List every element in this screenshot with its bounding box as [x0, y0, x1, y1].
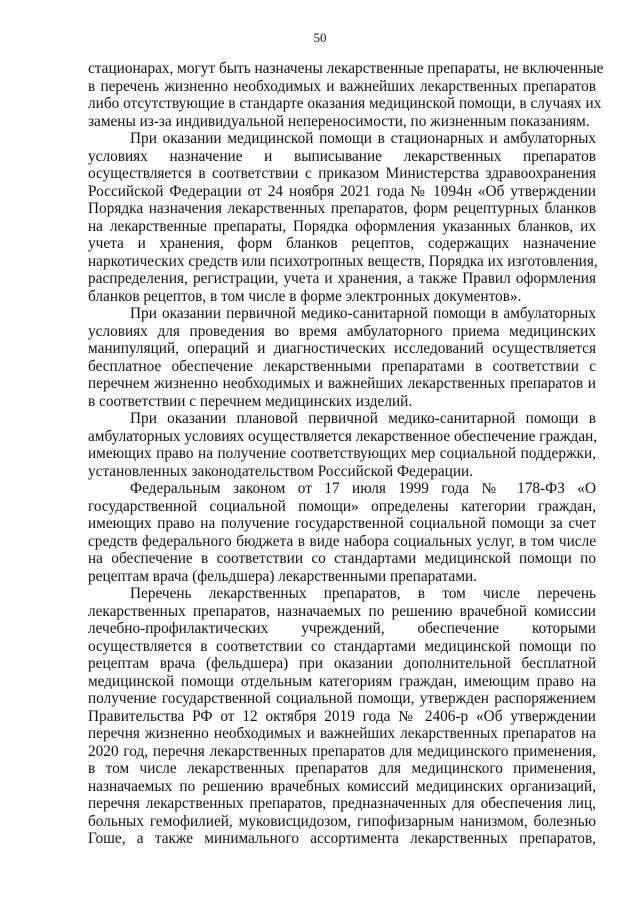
text-line: бланков рецептов, в том числе в форме электронных документов».: [88, 287, 522, 305]
text-line: стационарах, могут быть назначены лекарственные препараты, не включенные: [88, 60, 604, 77]
text-line: осуществляется в соответствии с приказом Министерства здравоохранения: [88, 165, 596, 182]
text-line: перечня жизненно необходимых и важнейших лекарственных препаратов на: [88, 725, 596, 742]
text-line: Правительства РФ от 12 октября 2019 года № 2406-р «Об утверждении: [88, 707, 596, 725]
text-line: При оказании первичной медико-санитарной помощи в амбулаторных: [130, 305, 596, 322]
text-line: осуществляется в соответствии со стандартами медицинской помощи по: [88, 637, 596, 655]
paragraph: [88, 305, 596, 410]
text-line: перечнем жизненно необходимых и важнейших лекарственных препаратов и: [88, 375, 596, 392]
text-line: получение государственной социальной помощи, утвержден распоряжением: [88, 690, 596, 707]
text-line: условиях назначение и выписывание лекарственных препаратов: [88, 147, 596, 165]
text-line: Порядка назначения лекарственных препаратов, форм рецептурных бланков: [88, 200, 596, 217]
document-body: [88, 60, 604, 848]
text-line: государственной социальной помощи» определены категории граждан,: [88, 497, 596, 515]
text-line: Федеральным законом от 17 июля 1999 года № 178-ФЗ «О: [130, 480, 596, 497]
text-line: При оказании медицинской помощи в стационарных и амбулаторных: [130, 130, 596, 147]
paragraph: [88, 585, 596, 848]
text-line: средств федерального бюджета в виде набора социальных услуг, в том числе: [88, 532, 596, 550]
text-line: назначаемых по решению врачебных комиссий медицинских организаций,: [88, 777, 596, 795]
text-line: имеющих право на получение государственной социальной помощи за счет: [88, 515, 596, 532]
text-line: условиях для проведения во время амбулаторного приема медицинских: [88, 322, 596, 340]
text-line: распределения, регистрации, учета и хранения, а также Правил оформления: [88, 270, 596, 287]
text-line: замены из-за индивидуальной непереносимости, по жизненным показаниям.: [88, 112, 590, 130]
text-line: бесплатное обеспечение лекарственными препаратами в соответствии с: [88, 357, 596, 375]
text-line: амбулаторных условиях осуществляется лекарственное обеспечение граждан,: [88, 427, 598, 445]
text-line: на лекарственные препараты, Порядка оформления указанных бланков, их: [88, 217, 596, 235]
text-line: установленных законодательством Российской Федерации.: [88, 462, 474, 480]
text-line: При оказании плановой первичной медико-санитарной помощи в: [130, 410, 596, 427]
text-line: рецептам врача (фельдшера) лекарственными препаратами.: [88, 567, 478, 585]
text-line: учета и хранения, форм бланков рецептов, содержащих назначение: [88, 235, 596, 252]
text-line: манипуляций, операций и диагностических исследований осуществляется: [88, 340, 596, 357]
text-line: Российской Федерации от 24 ноября 2021 года № 1094н «Об утверждении: [88, 182, 596, 200]
paragraph: [88, 410, 596, 480]
paragraph: [88, 60, 604, 130]
text-line: наркотических средств или психотропных веществ, Порядка их изготовления,: [88, 252, 598, 270]
page-number: 50: [313, 30, 327, 45]
text-line: Гоше, а также минимального ассортимента лекарственных препаратов,: [88, 830, 596, 847]
text-line: в перечень жизненно необходимых и важнейших лекарственных препаратов: [88, 77, 596, 95]
text-line: в том числе лекарственных препаратов для медицинского применения,: [88, 760, 596, 777]
text-line: лекарственных препаратов, назначаемых по решению врачебной комиссии: [88, 602, 596, 620]
text-line: Перечень лекарственных препаратов, в том числе перечень: [130, 585, 596, 602]
paragraph: [88, 130, 596, 305]
text-line: перечня лекарственных препаратов, предназначенных для обеспечения лиц,: [88, 795, 596, 812]
text-line: 2020 год, перечня лекарственных препаратов для медицинского применения,: [88, 742, 596, 760]
text-line: больных гемофилией, муковисцидозом, гипофизарным нанизмом, болезнью: [88, 812, 596, 830]
paragraph: [88, 480, 596, 585]
text-line: рецептам врача (фельдшера) при оказании дополнительной бесплатной: [88, 655, 596, 672]
text-line: на обеспечение в соответствии со стандартами медицинской помощи по: [88, 550, 596, 567]
text-line: имеющих право на получение соответствующих мер социальной поддержки,: [88, 445, 596, 462]
text-line: в соответствии с перечнем медицинских изделий.: [88, 392, 413, 410]
text-line: либо отсутствующие в стандарте оказания медицинской помощи, в случаях их: [88, 95, 602, 112]
text-line: лечебно-профилактических учреждений, обеспечение которыми: [88, 620, 596, 637]
text-line: медицинской помощи отдельным категориям граждан, имеющим право на: [88, 672, 596, 690]
